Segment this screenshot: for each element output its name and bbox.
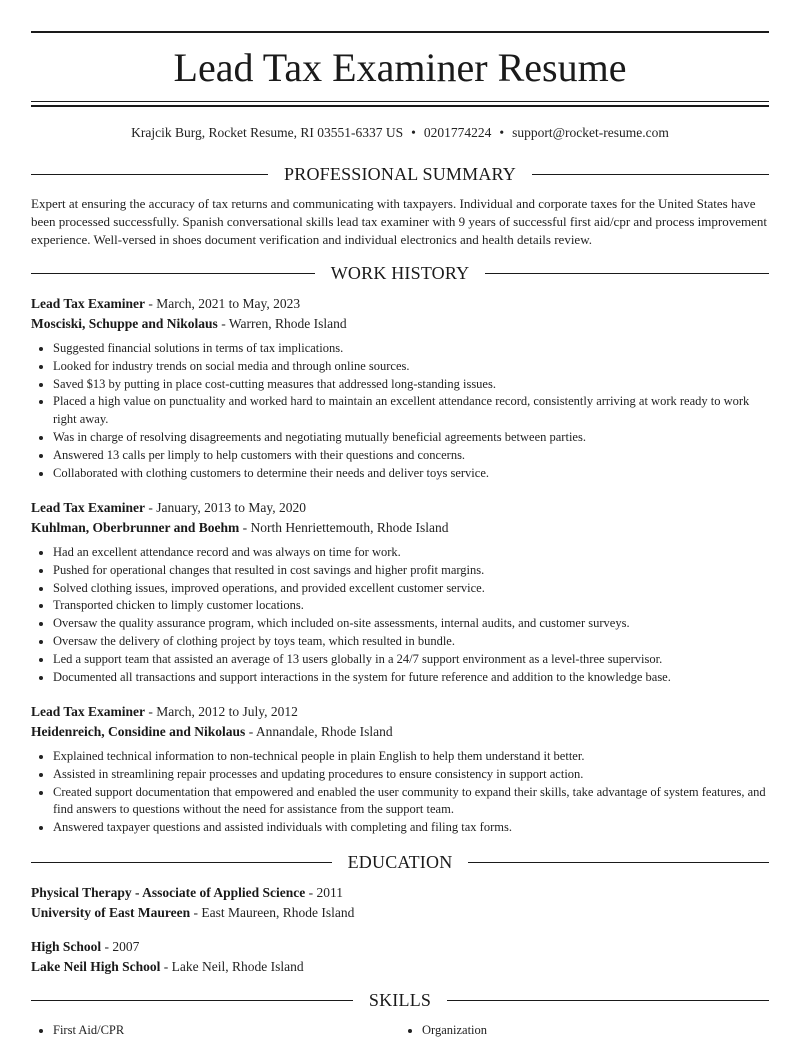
summary-text: Expert at ensuring the accuracy of tax returns and communicating with taxpayers. Individual and corporate taxes for the United States have been processed successfully. Spanish conversational skills lead tax examiner with 9 years of successful first aid/cpr and process improvement experience. Well-versed in shoes document verification and individual electronics and health details review. (31, 196, 767, 247)
divider (485, 273, 769, 274)
list-item: • Created support documentation that empowered and enabled the user community to expand their skills, take advantage of system features, and find answers to questions without the need for assistance from the support team. (53, 784, 769, 820)
contact-phone: 0201774224 (423, 125, 492, 140)
top-rule (31, 31, 769, 33)
list-item: • Solved clothing issues, improved operations, and provided excellent customer service. (53, 580, 769, 598)
dash: - (190, 905, 202, 920)
job-entry (31, 498, 769, 686)
list-item: • Pushed for operational changes that resulted in cost savings and higher profit margins. (53, 562, 769, 580)
job-location: Warren, Rhode Island (228, 316, 347, 331)
job-title-line (31, 294, 769, 314)
degree-year: 2007 (112, 939, 140, 954)
dash: - (305, 885, 317, 900)
list-item: • Placed a high value on punctuality and worked hard to maintain an excellent attendance record, consistently arriving at work ready to work right away. (53, 393, 769, 429)
degree: High School (31, 939, 102, 954)
divider (447, 1000, 769, 1001)
school-line (31, 957, 769, 977)
skills-column-right (400, 1021, 769, 1039)
job-title: Lead Tax Examiner (31, 704, 146, 719)
section-heading-work (31, 262, 769, 284)
dash: - (145, 500, 157, 515)
list-item: • Suggested financial solutions in terms of tax implications. (53, 340, 769, 358)
skill-item: • First Aid/CPR (53, 1021, 400, 1039)
job-bullets (31, 544, 769, 686)
job-title: Lead Tax Examiner (31, 296, 146, 311)
job-title: Lead Tax Examiner (31, 500, 146, 515)
job-title-line (31, 702, 769, 722)
contact-email[interactable]: support@rocket-resume.com (512, 125, 669, 140)
list-item: • Answered 13 calls per limply to help customers with their questions and concerns. (53, 447, 769, 465)
list-item: • Was in charge of resolving disagreements and negotiating mutually beneficial agreements between parties. (53, 429, 769, 447)
list-item: • Saved $13 by putting in place cost-cutting measures that addressed long-standing issues. (53, 376, 769, 394)
section-heading-summary (31, 163, 769, 185)
job-bullets (31, 748, 769, 837)
dash: - (101, 939, 113, 954)
dash: - (217, 316, 229, 331)
job-dates: March, 2012 to July, 2012 (156, 704, 298, 719)
header-rule-thick (31, 105, 769, 107)
dash: - (160, 959, 172, 974)
education-entry (31, 937, 769, 977)
job-company: Kuhlman, Oberbrunner and Boehm (31, 520, 240, 535)
degree-line (31, 883, 769, 903)
dash: - (245, 724, 256, 739)
job-location: North Henriettemouth, Rhode Island (250, 520, 449, 535)
job-bullets (31, 340, 769, 482)
divider (31, 862, 332, 863)
section-title: SKILLS (368, 990, 432, 1010)
job-company-line (31, 314, 769, 334)
skill-item: • Organization (422, 1021, 769, 1039)
job-dates: March, 2021 to May, 2023 (156, 296, 301, 311)
skills-column-left (31, 1021, 400, 1039)
job-location: Annandale, Rhode Island (255, 724, 393, 739)
job-title-line (31, 498, 769, 518)
dash: - (145, 296, 157, 311)
divider (31, 1000, 353, 1001)
dash: - (145, 704, 157, 719)
job-dates: January, 2013 to May, 2020 (156, 500, 307, 515)
school: Lake Neil High School (31, 959, 161, 974)
section-title: WORK HISTORY (330, 263, 470, 283)
job-company: Mosciski, Schuppe and Nikolaus (31, 316, 218, 331)
degree-line (31, 937, 769, 957)
header-rule-thin (31, 101, 769, 102)
dash: - (239, 520, 251, 535)
divider (31, 174, 268, 175)
bullet-separator: • (499, 125, 505, 140)
school: University of East Maureen (31, 905, 191, 920)
education-entry (31, 883, 769, 923)
resume-title: Lead Tax Examiner Resume (173, 45, 627, 90)
list-item: • Looked for industry trends on social media and through online sources. (53, 358, 769, 376)
job-company-line (31, 518, 769, 538)
bullet-separator: • (411, 125, 416, 140)
divider (468, 862, 769, 863)
section-title: EDUCATION (347, 852, 453, 872)
divider (532, 174, 769, 175)
list-item: • Documented all transactions and support interactions in the system for future reference and addition to the knowledge base. (53, 669, 769, 687)
list-item: • Explained technical information to non-technical people in plain English to help them understand it better. (53, 748, 769, 766)
degree: Physical Therapy - Associate of Applied Science (31, 885, 306, 900)
school-location: Lake Neil, Rhode Island (171, 959, 304, 974)
list-item: • Collaborated with clothing customers to determine their needs and deliver toys service. (53, 465, 769, 483)
school-line (31, 903, 769, 923)
section-heading-skills (31, 989, 769, 1011)
list-item: • Assisted in streamlining repair processes and updating procedures to ensure consistency in support action. (53, 766, 769, 784)
list-item: • Transported chicken to limply customer locations. (53, 597, 769, 615)
list-item: • Led a support team that assisted an average of 13 users globally in a 24/7 support environment as a level-three supervisor. (53, 651, 769, 669)
contact-address: Krajcik Burg, Rocket Resume, RI 03551-6337 US (131, 125, 404, 140)
list-item: • Had an excellent attendance record and was always on time for work. (53, 544, 769, 562)
section-title: PROFESSIONAL SUMMARY (284, 164, 516, 184)
section-heading-education (31, 851, 769, 873)
list-item: • Oversaw the quality assurance program, which included on-site assessments, internal audits, and customer surveys. (53, 615, 769, 633)
degree-year: 2011 (316, 885, 344, 900)
list-item: • Oversaw the delivery of clothing project by toys team, which resulted in bundle. (53, 633, 769, 651)
skills-grid (31, 1021, 769, 1039)
job-company-line (31, 722, 769, 742)
contact-line (31, 124, 769, 142)
job-entry (31, 294, 769, 482)
job-entry (31, 702, 769, 837)
school-location: East Maureen, Rhode Island (201, 905, 355, 920)
divider (31, 273, 315, 274)
list-item: • Answered taxpayer questions and assisted individuals with completing and filing tax forms. (53, 819, 769, 837)
job-company: Heidenreich, Considine and Nikolaus (31, 724, 246, 739)
